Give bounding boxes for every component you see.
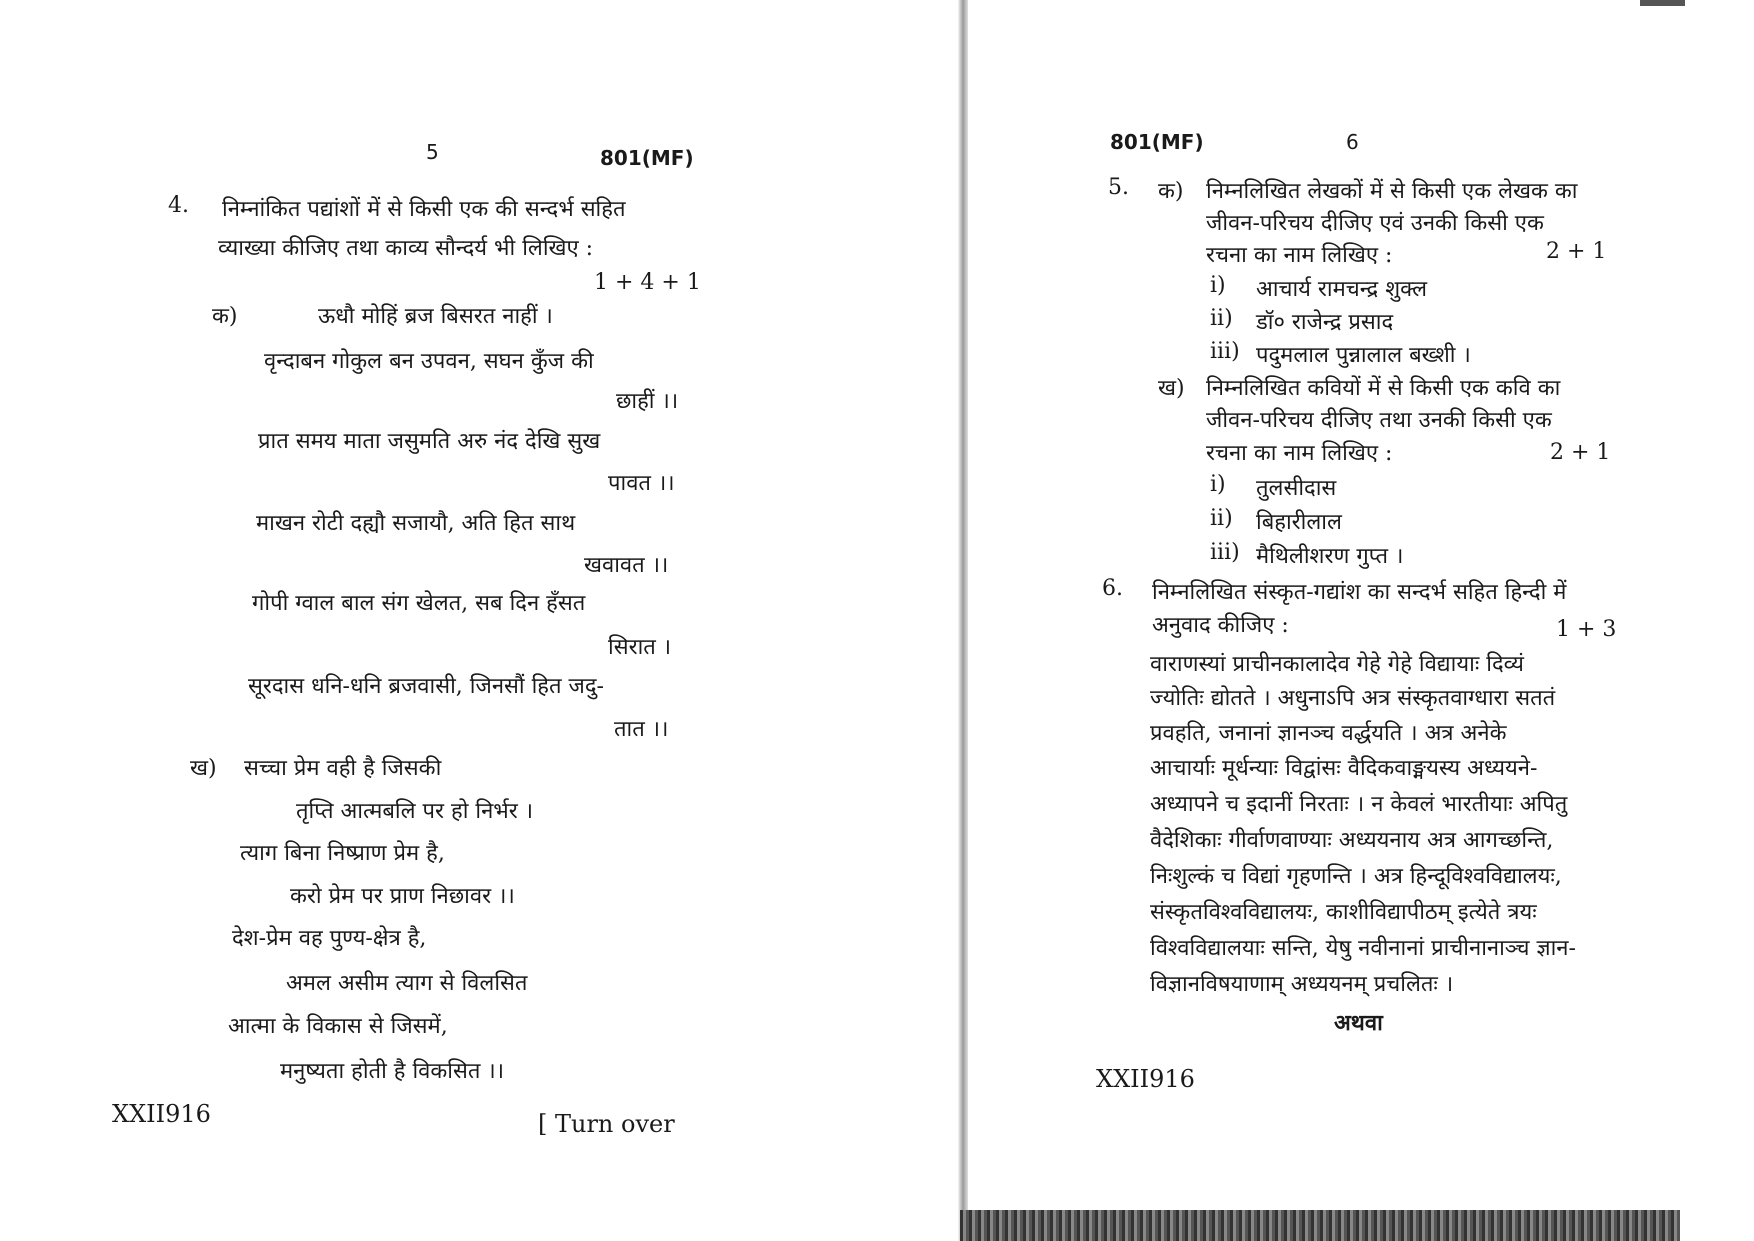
q6-passage-line: प्रवहति, जनानां ज्ञानञ्च वर्द्धयति । अत्र अनेके [1150,721,1507,746]
q5-ka-item-num: i) [1210,273,1226,298]
right-paper-code: 801(MF) [1110,130,1204,154]
q5-kha-label: ख) [1158,376,1185,401]
q5-ka-line: रचना का नाम लिखिए : [1206,243,1393,268]
q4-ka-line: माखन रोटी दह्यौ सजायौ, अति हित साथ [256,511,576,536]
q4-ka-line: पावत ।। [608,471,675,496]
left-footer-code: XXII916 [112,1100,211,1128]
q4-kha-line: आत्मा के विकास से जिसमें, [228,1014,448,1039]
q5-kha-item: बिहारीलाल [1256,510,1342,535]
q6-passage-line: निःशुल्कं च विद्यां गृहणन्ति । अत्र हिन्दूविश्वविद्यालयः, [1150,864,1562,889]
q5-kha-item: तुलसीदास [1256,476,1337,501]
q5-kha-line: निम्नलिखित कवियों में से किसी एक कवि का [1206,376,1561,401]
right-page-number: 6 [1346,130,1359,154]
page-fold-shadow [958,0,968,1241]
q4-kha-line: त्याग बिना निष्प्राण प्रेम है, [240,841,445,866]
q4-ka-line: सिरात । [608,635,672,660]
q4-kha-line: मनुष्यता होती है विकसित ।। [280,1059,505,1084]
turn-over-note: [ Turn over [538,1110,675,1138]
q5-kha-item-num: i) [1210,472,1226,497]
q4-kha-line: तृप्ति आत्मबलि पर हो निर्भर । [296,799,534,824]
q4-kha-line: देश-प्रेम वह पुण्य-क्षेत्र है, [232,926,427,951]
left-page-number: 5 [426,140,439,164]
q4-ka-line: सूरदास धनि-धनि ब्रजवासी, जिनसौं हित जदु- [248,674,604,699]
q5-kha-item: मैथिलीशरण गुप्त । [1256,544,1404,569]
q5-number: 5. [1108,175,1129,200]
q5-kha-item-num: iii) [1210,540,1240,565]
q5-kha-marks: 2 + 1 [1550,440,1611,465]
q4-number: 4. [168,193,189,218]
q4-line-2: व्याख्या कीजिए तथा काव्य सौन्दर्य भी लिखिए : [218,236,594,261]
q5-ka-marks: 2 + 1 [1546,239,1607,264]
q5-ka-label: क) [1158,179,1184,204]
q5-kha-line: जीवन-परिचय दीजिए तथा उनकी किसी एक [1206,408,1552,433]
q4-ka-line: तात ।। [614,717,669,742]
q6-passage-line: आचार्याः मूर्धन्याः विद्वांसः वैदिकवाङ्मयस्य अध्ययने- [1150,756,1538,781]
q4-kha-line: सच्चा प्रेम वही है जिसकी [244,756,442,781]
q6-number: 6. [1102,576,1123,601]
q6-passage-line: विश्वविद्यालयाः सन्ति, येषु नवीनानां प्राचीनानाञ्च ज्ञान- [1150,936,1576,961]
q5-ka-item-num: ii) [1210,306,1233,331]
scan-edge-bottom [960,1210,1680,1241]
q4-line-1: निम्नांकित पद्यांशों में से किसी एक की सन्दर्भ सहित [222,197,626,222]
right-footer-code: XXII916 [1096,1065,1195,1093]
q6-line-1: निम्नलिखित संस्कृत-गद्यांश का सन्दर्भ सहित हिन्दी में [1152,580,1567,605]
q4-ka-line: खवावत ।। [584,553,669,578]
left-paper-code: 801(MF) [600,146,694,170]
q4-ka-line: छाहीं ।। [616,389,679,414]
q4-kha-label: ख) [190,756,217,781]
q5-kha-line: रचना का नाम लिखिए : [1206,441,1393,466]
q5-ka-item: पदुमलाल पुन्नालाल बख्शी । [1256,343,1471,368]
q5-ka-line: निम्नलिखित लेखकों में से किसी एक लेखक का [1206,179,1578,204]
q4-ka-line: गोपी ग्वाल बाल संग खेलत, सब दिन हँसत [252,591,586,616]
q6-passage-line: विज्ञानविषयाणाम् अध्ययनम् प्रचलितः । [1150,972,1454,997]
q5-kha-item-num: ii) [1210,506,1233,531]
q6-passage-line: अध्यापने च इदानीं निरताः । न केवलं भारतीयाः अपितु [1150,792,1568,817]
q6-passage-line: ज्योतिः द्योतते । अधुनाऽपि अत्र संस्कृतवाग्धारा सततं [1150,686,1556,711]
q5-ka-item: डॉ० राजेन्द्र प्रसाद [1256,310,1394,335]
q5-ka-line: जीवन-परिचय दीजिए एवं उनकी किसी एक [1206,211,1544,236]
q5-ka-item: आचार्य रामचन्द्र शुक्ल [1256,277,1428,302]
scan-edge-top [1640,0,1685,6]
q6-line-2: अनुवाद कीजिए : [1152,613,1289,638]
q4-ka-line: ऊधौ मोहिं ब्रज बिसरत नाहीं । [318,304,553,329]
q5-ka-item-num: iii) [1210,339,1240,364]
q6-passage-line: वाराणस्यां प्राचीनकालादेव गेहे गेहे विद्यायाः दिव्यं [1150,652,1524,677]
q4-ka-line: प्रात समय माता जसुमति अरु नंद देखि सुख [258,429,601,454]
q6-marks: 1 + 3 [1556,617,1617,642]
q4-kha-line: अमल असीम त्याग से विलसित [286,971,528,996]
athva-label: अथवा [1334,1010,1383,1036]
q4-ka-line: वृन्दाबन गोकुल बन उपवन, सघन कुँज की [264,349,594,374]
q6-passage-line: वैदेशिकाः गीर्वाणवाण्याः अध्ययनाय अत्र आगच्छन्ति, [1150,828,1554,853]
q6-passage-line: संस्कृतविश्वविद्यालयः, काशीविद्यापीठम् इत्येते त्रयः [1150,900,1537,925]
q4-ka-label: क) [212,304,238,329]
q4-kha-line: करो प्रेम पर प्राण निछावर ।। [290,884,515,909]
q4-marks: 1 + 4 + 1 [594,270,701,295]
